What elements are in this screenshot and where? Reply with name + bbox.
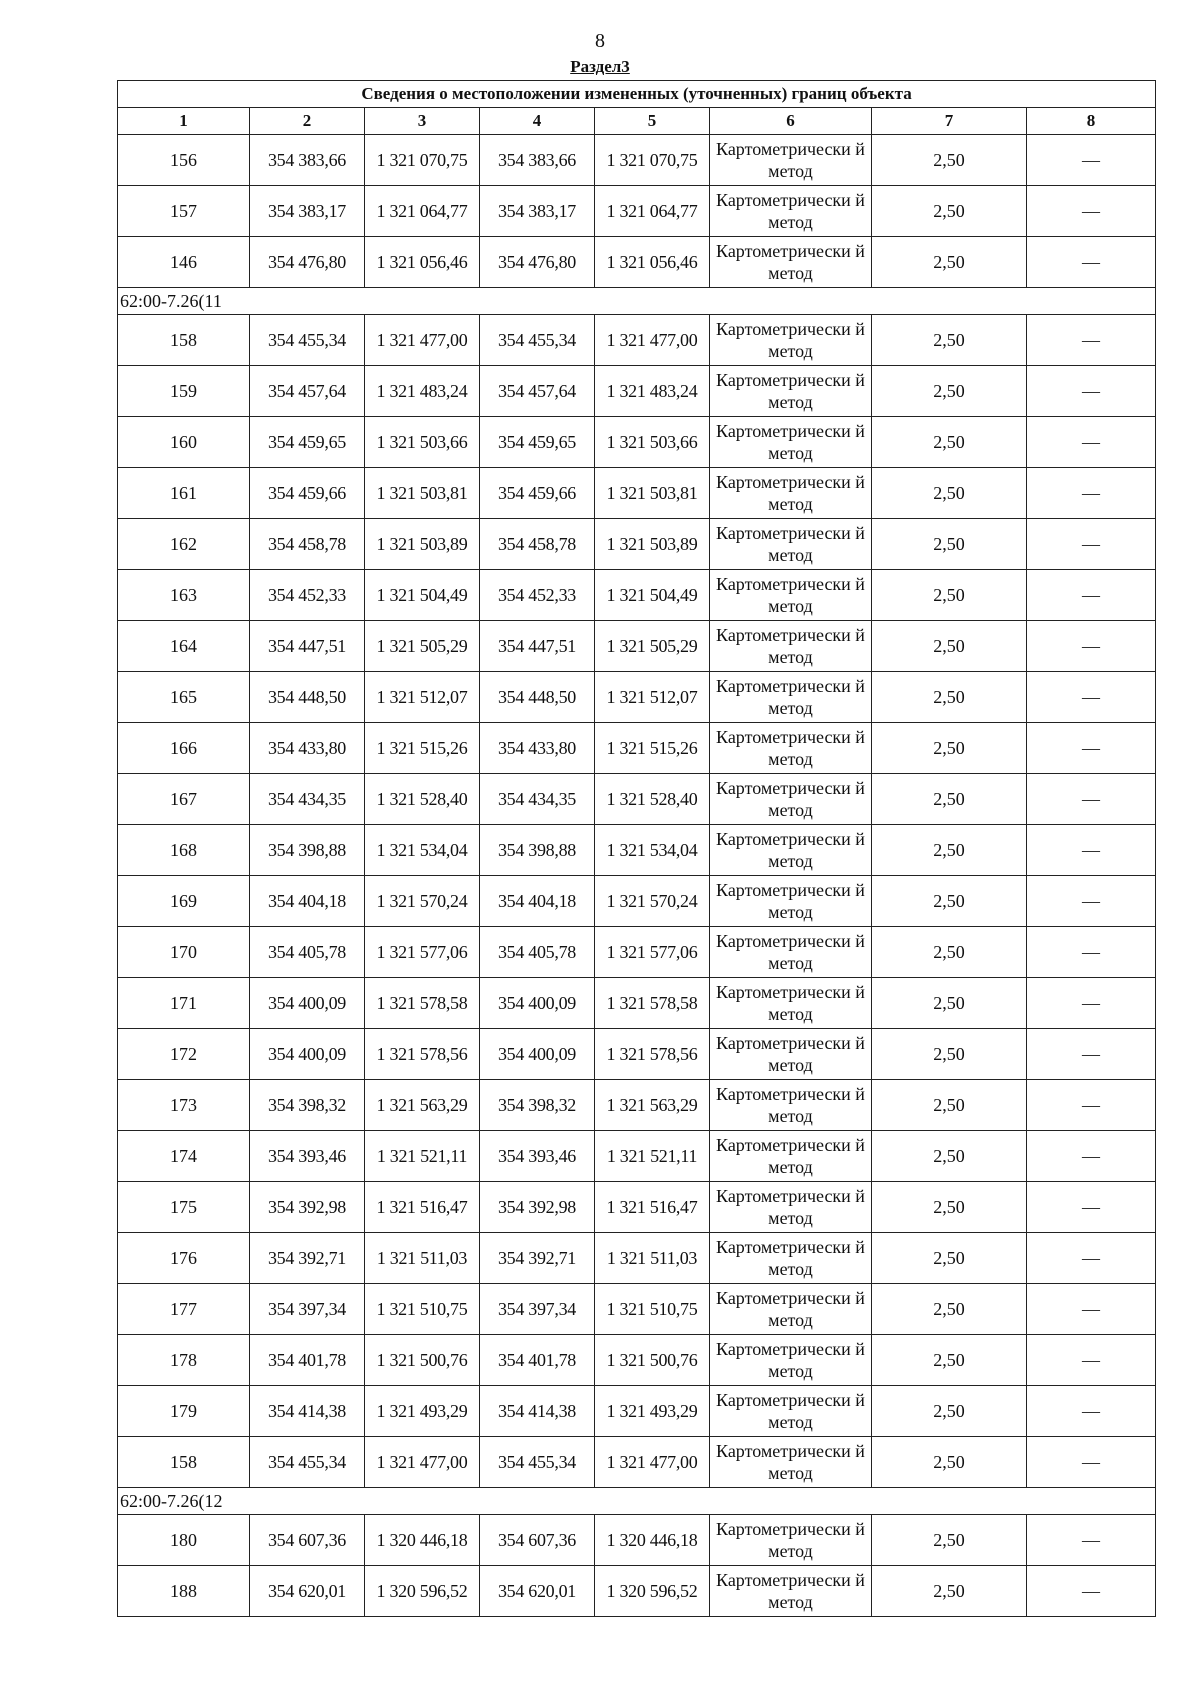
x-new-cell: 354 458,78 xyxy=(480,519,595,570)
method-cell: Картометрически й метод xyxy=(710,237,872,288)
description-cell: — xyxy=(1027,186,1156,237)
description-cell: — xyxy=(1027,1029,1156,1080)
table-row xyxy=(118,1437,1156,1488)
accuracy-cell: 2,50 xyxy=(872,519,1027,570)
description-cell: — xyxy=(1027,1437,1156,1488)
x-new-cell: 354 607,36 xyxy=(480,1515,595,1566)
accuracy-cell: 2,50 xyxy=(872,315,1027,366)
y-existing-cell: 1 321 563,29 xyxy=(365,1080,480,1131)
point-number-cell: 161 xyxy=(118,468,250,519)
accuracy-cell: 2,50 xyxy=(872,186,1027,237)
point-number-cell: 158 xyxy=(118,315,250,366)
group-label: 62:00-7.26(12 xyxy=(118,1488,1156,1515)
y-new-cell: 1 321 064,77 xyxy=(595,186,710,237)
x-existing-cell: 354 392,98 xyxy=(250,1182,365,1233)
method-cell: Картометрически й метод xyxy=(710,315,872,366)
description-cell: — xyxy=(1027,1335,1156,1386)
method-cell: Картометрически й метод xyxy=(710,519,872,570)
point-number-cell: 176 xyxy=(118,1233,250,1284)
accuracy-cell: 2,50 xyxy=(872,417,1027,468)
point-number-cell: 163 xyxy=(118,570,250,621)
x-existing-cell: 354 383,17 xyxy=(250,186,365,237)
x-new-cell: 354 620,01 xyxy=(480,1566,595,1617)
accuracy-cell: 2,50 xyxy=(872,1182,1027,1233)
x-existing-cell: 354 392,71 xyxy=(250,1233,365,1284)
x-new-cell: 354 398,88 xyxy=(480,825,595,876)
description-cell: — xyxy=(1027,825,1156,876)
y-new-cell: 1 321 516,47 xyxy=(595,1182,710,1233)
y-new-cell: 1 321 477,00 xyxy=(595,1437,710,1488)
y-existing-cell: 1 321 512,07 xyxy=(365,672,480,723)
point-number-cell: 159 xyxy=(118,366,250,417)
accuracy-cell: 2,50 xyxy=(872,672,1027,723)
group-label: 62:00-7.26(11 xyxy=(118,288,1156,315)
y-new-cell: 1 321 503,66 xyxy=(595,417,710,468)
table-row xyxy=(118,135,1156,186)
x-existing-cell: 354 383,66 xyxy=(250,135,365,186)
method-cell: Картометрически й метод xyxy=(710,1233,872,1284)
page-number: 8 xyxy=(595,30,605,52)
point-number-cell: 170 xyxy=(118,927,250,978)
y-existing-cell: 1 321 534,04 xyxy=(365,825,480,876)
accuracy-cell: 2,50 xyxy=(872,135,1027,186)
accuracy-cell: 2,50 xyxy=(872,723,1027,774)
accuracy-cell: 2,50 xyxy=(872,1080,1027,1131)
y-new-cell: 1 321 515,26 xyxy=(595,723,710,774)
accuracy-cell: 2,50 xyxy=(872,621,1027,672)
section-title: Раздел3 xyxy=(570,57,630,76)
group-row xyxy=(118,288,1156,315)
coordinates-table xyxy=(117,80,1156,1617)
point-number-cell: 157 xyxy=(118,186,250,237)
y-existing-cell: 1 321 500,76 xyxy=(365,1335,480,1386)
y-new-cell: 1 321 578,58 xyxy=(595,978,710,1029)
method-cell: Картометрически й метод xyxy=(710,825,872,876)
x-new-cell: 354 433,80 xyxy=(480,723,595,774)
method-cell: Картометрически й метод xyxy=(710,1386,872,1437)
x-new-cell: 354 392,71 xyxy=(480,1233,595,1284)
description-cell: — xyxy=(1027,1284,1156,1335)
x-existing-cell: 354 433,80 xyxy=(250,723,365,774)
point-number-cell: 158 xyxy=(118,1437,250,1488)
x-new-cell: 354 459,65 xyxy=(480,417,595,468)
table-row xyxy=(118,1386,1156,1437)
y-existing-cell: 1 321 570,24 xyxy=(365,876,480,927)
x-new-cell: 354 476,80 xyxy=(480,237,595,288)
method-cell: Картометрически й метод xyxy=(710,672,872,723)
x-new-cell: 354 414,38 xyxy=(480,1386,595,1437)
table-row xyxy=(118,978,1156,1029)
table-row xyxy=(118,1029,1156,1080)
y-existing-cell: 1 321 516,47 xyxy=(365,1182,480,1233)
y-new-cell: 1 321 511,03 xyxy=(595,1233,710,1284)
method-cell: Картометрически й метод xyxy=(710,186,872,237)
y-new-cell: 1 321 505,29 xyxy=(595,621,710,672)
point-number-cell: 174 xyxy=(118,1131,250,1182)
y-existing-cell: 1 321 515,26 xyxy=(365,723,480,774)
point-number-cell: 173 xyxy=(118,1080,250,1131)
description-cell: — xyxy=(1027,1386,1156,1437)
x-new-cell: 354 400,09 xyxy=(480,1029,595,1080)
method-cell: Картометрически й метод xyxy=(710,1182,872,1233)
description-cell: — xyxy=(1027,1080,1156,1131)
column-header: 7 xyxy=(872,108,1027,135)
point-number-cell: 180 xyxy=(118,1515,250,1566)
description-cell: — xyxy=(1027,927,1156,978)
accuracy-cell: 2,50 xyxy=(872,1029,1027,1080)
x-new-cell: 354 397,34 xyxy=(480,1284,595,1335)
table-row xyxy=(118,1284,1156,1335)
method-cell: Картометрически й метод xyxy=(710,774,872,825)
table-caption: Сведения о местоположении измененных (уточненных) границ объекта xyxy=(118,81,1156,108)
x-new-cell: 354 404,18 xyxy=(480,876,595,927)
y-existing-cell: 1 321 503,81 xyxy=(365,468,480,519)
y-existing-cell: 1 321 056,46 xyxy=(365,237,480,288)
table-row xyxy=(118,1182,1156,1233)
x-existing-cell: 354 458,78 xyxy=(250,519,365,570)
point-number-cell: 171 xyxy=(118,978,250,1029)
y-existing-cell: 1 320 446,18 xyxy=(365,1515,480,1566)
x-new-cell: 354 457,64 xyxy=(480,366,595,417)
x-existing-cell: 354 455,34 xyxy=(250,1437,365,1488)
accuracy-cell: 2,50 xyxy=(872,978,1027,1029)
point-number-cell: 165 xyxy=(118,672,250,723)
x-new-cell: 354 452,33 xyxy=(480,570,595,621)
point-number-cell: 175 xyxy=(118,1182,250,1233)
description-cell: — xyxy=(1027,1233,1156,1284)
method-cell: Картометрически й метод xyxy=(710,1437,872,1488)
column-header: 2 xyxy=(250,108,365,135)
y-existing-cell: 1 321 511,03 xyxy=(365,1233,480,1284)
x-existing-cell: 354 452,33 xyxy=(250,570,365,621)
point-number-cell: 168 xyxy=(118,825,250,876)
table-row xyxy=(118,876,1156,927)
description-cell: — xyxy=(1027,570,1156,621)
accuracy-cell: 2,50 xyxy=(872,825,1027,876)
x-existing-cell: 354 400,09 xyxy=(250,1029,365,1080)
point-number-cell: 178 xyxy=(118,1335,250,1386)
accuracy-cell: 2,50 xyxy=(872,927,1027,978)
description-cell: — xyxy=(1027,1566,1156,1617)
point-number-cell: 169 xyxy=(118,876,250,927)
x-existing-cell: 354 405,78 xyxy=(250,927,365,978)
table-body xyxy=(118,135,1156,1617)
table-row xyxy=(118,519,1156,570)
y-existing-cell: 1 321 504,49 xyxy=(365,570,480,621)
table-row xyxy=(118,927,1156,978)
y-new-cell: 1 321 510,75 xyxy=(595,1284,710,1335)
accuracy-cell: 2,50 xyxy=(872,1233,1027,1284)
column-header-row xyxy=(118,108,1156,135)
point-number-cell: 146 xyxy=(118,237,250,288)
x-existing-cell: 354 397,34 xyxy=(250,1284,365,1335)
method-cell: Картометрически й метод xyxy=(710,1080,872,1131)
description-cell: — xyxy=(1027,774,1156,825)
x-existing-cell: 354 455,34 xyxy=(250,315,365,366)
column-header: 1 xyxy=(118,108,250,135)
description-cell: — xyxy=(1027,366,1156,417)
method-cell: Картометрически й метод xyxy=(710,927,872,978)
x-existing-cell: 354 398,32 xyxy=(250,1080,365,1131)
x-new-cell: 354 447,51 xyxy=(480,621,595,672)
accuracy-cell: 2,50 xyxy=(872,1437,1027,1488)
method-cell: Картометрически й метод xyxy=(710,570,872,621)
y-new-cell: 1 321 500,76 xyxy=(595,1335,710,1386)
x-existing-cell: 354 620,01 xyxy=(250,1566,365,1617)
description-cell: — xyxy=(1027,135,1156,186)
y-new-cell: 1 321 056,46 xyxy=(595,237,710,288)
y-existing-cell: 1 321 064,77 xyxy=(365,186,480,237)
description-cell: — xyxy=(1027,1515,1156,1566)
table-row xyxy=(118,570,1156,621)
point-number-cell: 172 xyxy=(118,1029,250,1080)
column-header: 4 xyxy=(480,108,595,135)
point-number-cell: 156 xyxy=(118,135,250,186)
y-new-cell: 1 320 446,18 xyxy=(595,1515,710,1566)
y-new-cell: 1 321 483,24 xyxy=(595,366,710,417)
x-existing-cell: 354 400,09 xyxy=(250,978,365,1029)
x-existing-cell: 354 459,66 xyxy=(250,468,365,519)
x-existing-cell: 354 393,46 xyxy=(250,1131,365,1182)
point-number-cell: 167 xyxy=(118,774,250,825)
x-new-cell: 354 400,09 xyxy=(480,978,595,1029)
method-cell: Картометрически й метод xyxy=(710,1029,872,1080)
point-number-cell: 162 xyxy=(118,519,250,570)
column-header: 5 xyxy=(595,108,710,135)
x-new-cell: 354 392,98 xyxy=(480,1182,595,1233)
description-cell: — xyxy=(1027,519,1156,570)
method-cell: Картометрически й метод xyxy=(710,468,872,519)
table-row xyxy=(118,1515,1156,1566)
method-cell: Картометрически й метод xyxy=(710,876,872,927)
y-new-cell: 1 321 493,29 xyxy=(595,1386,710,1437)
method-cell: Картометрически й метод xyxy=(710,366,872,417)
method-cell: Картометрически й метод xyxy=(710,417,872,468)
description-cell: — xyxy=(1027,417,1156,468)
x-new-cell: 354 448,50 xyxy=(480,672,595,723)
x-new-cell: 354 434,35 xyxy=(480,774,595,825)
point-number-cell: 160 xyxy=(118,417,250,468)
method-cell: Картометрически й метод xyxy=(710,1284,872,1335)
x-existing-cell: 354 447,51 xyxy=(250,621,365,672)
description-cell: — xyxy=(1027,468,1156,519)
y-existing-cell: 1 321 578,58 xyxy=(365,978,480,1029)
table-row xyxy=(118,237,1156,288)
y-new-cell: 1 321 563,29 xyxy=(595,1080,710,1131)
y-new-cell: 1 321 512,07 xyxy=(595,672,710,723)
x-new-cell: 354 398,32 xyxy=(480,1080,595,1131)
accuracy-cell: 2,50 xyxy=(872,1566,1027,1617)
x-existing-cell: 354 607,36 xyxy=(250,1515,365,1566)
y-existing-cell: 1 321 510,75 xyxy=(365,1284,480,1335)
method-cell: Картометрически й метод xyxy=(710,1515,872,1566)
accuracy-cell: 2,50 xyxy=(872,468,1027,519)
x-existing-cell: 354 448,50 xyxy=(250,672,365,723)
method-cell: Картометрически й метод xyxy=(710,1566,872,1617)
method-cell: Картометрически й метод xyxy=(710,135,872,186)
accuracy-cell: 2,50 xyxy=(872,774,1027,825)
x-existing-cell: 354 457,64 xyxy=(250,366,365,417)
column-header: 6 xyxy=(710,108,872,135)
table-row xyxy=(118,723,1156,774)
y-new-cell: 1 321 578,56 xyxy=(595,1029,710,1080)
method-cell: Картометрически й метод xyxy=(710,723,872,774)
y-existing-cell: 1 320 596,52 xyxy=(365,1566,480,1617)
table-row xyxy=(118,825,1156,876)
accuracy-cell: 2,50 xyxy=(872,1335,1027,1386)
x-new-cell: 354 401,78 xyxy=(480,1335,595,1386)
column-header: 3 xyxy=(365,108,480,135)
description-cell: — xyxy=(1027,978,1156,1029)
x-existing-cell: 354 414,38 xyxy=(250,1386,365,1437)
y-existing-cell: 1 321 483,24 xyxy=(365,366,480,417)
y-existing-cell: 1 321 528,40 xyxy=(365,774,480,825)
method-cell: Картометрически й метод xyxy=(710,978,872,1029)
x-new-cell: 354 459,66 xyxy=(480,468,595,519)
point-number-cell: 177 xyxy=(118,1284,250,1335)
x-existing-cell: 354 404,18 xyxy=(250,876,365,927)
y-existing-cell: 1 321 477,00 xyxy=(365,1437,480,1488)
description-cell: — xyxy=(1027,237,1156,288)
x-existing-cell: 354 459,65 xyxy=(250,417,365,468)
description-cell: — xyxy=(1027,723,1156,774)
accuracy-cell: 2,50 xyxy=(872,1515,1027,1566)
description-cell: — xyxy=(1027,876,1156,927)
table-row xyxy=(118,774,1156,825)
table-row xyxy=(118,315,1156,366)
x-new-cell: 354 393,46 xyxy=(480,1131,595,1182)
y-existing-cell: 1 321 503,66 xyxy=(365,417,480,468)
x-existing-cell: 354 476,80 xyxy=(250,237,365,288)
y-new-cell: 1 321 503,81 xyxy=(595,468,710,519)
x-new-cell: 354 455,34 xyxy=(480,315,595,366)
table-row xyxy=(118,417,1156,468)
accuracy-cell: 2,50 xyxy=(872,1386,1027,1437)
y-new-cell: 1 321 477,00 xyxy=(595,315,710,366)
table-row xyxy=(118,1566,1156,1617)
table-row xyxy=(118,621,1156,672)
y-existing-cell: 1 321 578,56 xyxy=(365,1029,480,1080)
method-cell: Картометрически й метод xyxy=(710,1131,872,1182)
table-row xyxy=(118,1335,1156,1386)
y-existing-cell: 1 321 493,29 xyxy=(365,1386,480,1437)
y-existing-cell: 1 321 503,89 xyxy=(365,519,480,570)
table-row xyxy=(118,672,1156,723)
description-cell: — xyxy=(1027,672,1156,723)
accuracy-cell: 2,50 xyxy=(872,1284,1027,1335)
y-new-cell: 1 320 596,52 xyxy=(595,1566,710,1617)
y-new-cell: 1 321 534,04 xyxy=(595,825,710,876)
y-new-cell: 1 321 528,40 xyxy=(595,774,710,825)
description-cell: — xyxy=(1027,1131,1156,1182)
x-new-cell: 354 383,17 xyxy=(480,186,595,237)
y-existing-cell: 1 321 577,06 xyxy=(365,927,480,978)
y-new-cell: 1 321 503,89 xyxy=(595,519,710,570)
table-row xyxy=(118,366,1156,417)
y-new-cell: 1 321 577,06 xyxy=(595,927,710,978)
y-new-cell: 1 321 570,24 xyxy=(595,876,710,927)
x-existing-cell: 354 401,78 xyxy=(250,1335,365,1386)
y-new-cell: 1 321 521,11 xyxy=(595,1131,710,1182)
column-header: 8 xyxy=(1027,108,1156,135)
table-row xyxy=(118,1080,1156,1131)
y-existing-cell: 1 321 070,75 xyxy=(365,135,480,186)
accuracy-cell: 2,50 xyxy=(872,237,1027,288)
accuracy-cell: 2,50 xyxy=(872,1131,1027,1182)
x-new-cell: 354 405,78 xyxy=(480,927,595,978)
method-cell: Картометрически й метод xyxy=(710,621,872,672)
y-existing-cell: 1 321 477,00 xyxy=(365,315,480,366)
x-existing-cell: 354 398,88 xyxy=(250,825,365,876)
description-cell: — xyxy=(1027,1182,1156,1233)
table-row xyxy=(118,1233,1156,1284)
x-new-cell: 354 455,34 xyxy=(480,1437,595,1488)
x-new-cell: 354 383,66 xyxy=(480,135,595,186)
table-row xyxy=(118,468,1156,519)
x-existing-cell: 354 434,35 xyxy=(250,774,365,825)
y-existing-cell: 1 321 505,29 xyxy=(365,621,480,672)
y-new-cell: 1 321 070,75 xyxy=(595,135,710,186)
group-row xyxy=(118,1488,1156,1515)
accuracy-cell: 2,50 xyxy=(872,570,1027,621)
accuracy-cell: 2,50 xyxy=(872,876,1027,927)
point-number-cell: 188 xyxy=(118,1566,250,1617)
point-number-cell: 164 xyxy=(118,621,250,672)
y-existing-cell: 1 321 521,11 xyxy=(365,1131,480,1182)
description-cell: — xyxy=(1027,315,1156,366)
table-row xyxy=(118,1131,1156,1182)
table-row xyxy=(118,186,1156,237)
accuracy-cell: 2,50 xyxy=(872,366,1027,417)
point-number-cell: 179 xyxy=(118,1386,250,1437)
point-number-cell: 166 xyxy=(118,723,250,774)
description-cell: — xyxy=(1027,621,1156,672)
method-cell: Картометрически й метод xyxy=(710,1335,872,1386)
y-new-cell: 1 321 504,49 xyxy=(595,570,710,621)
